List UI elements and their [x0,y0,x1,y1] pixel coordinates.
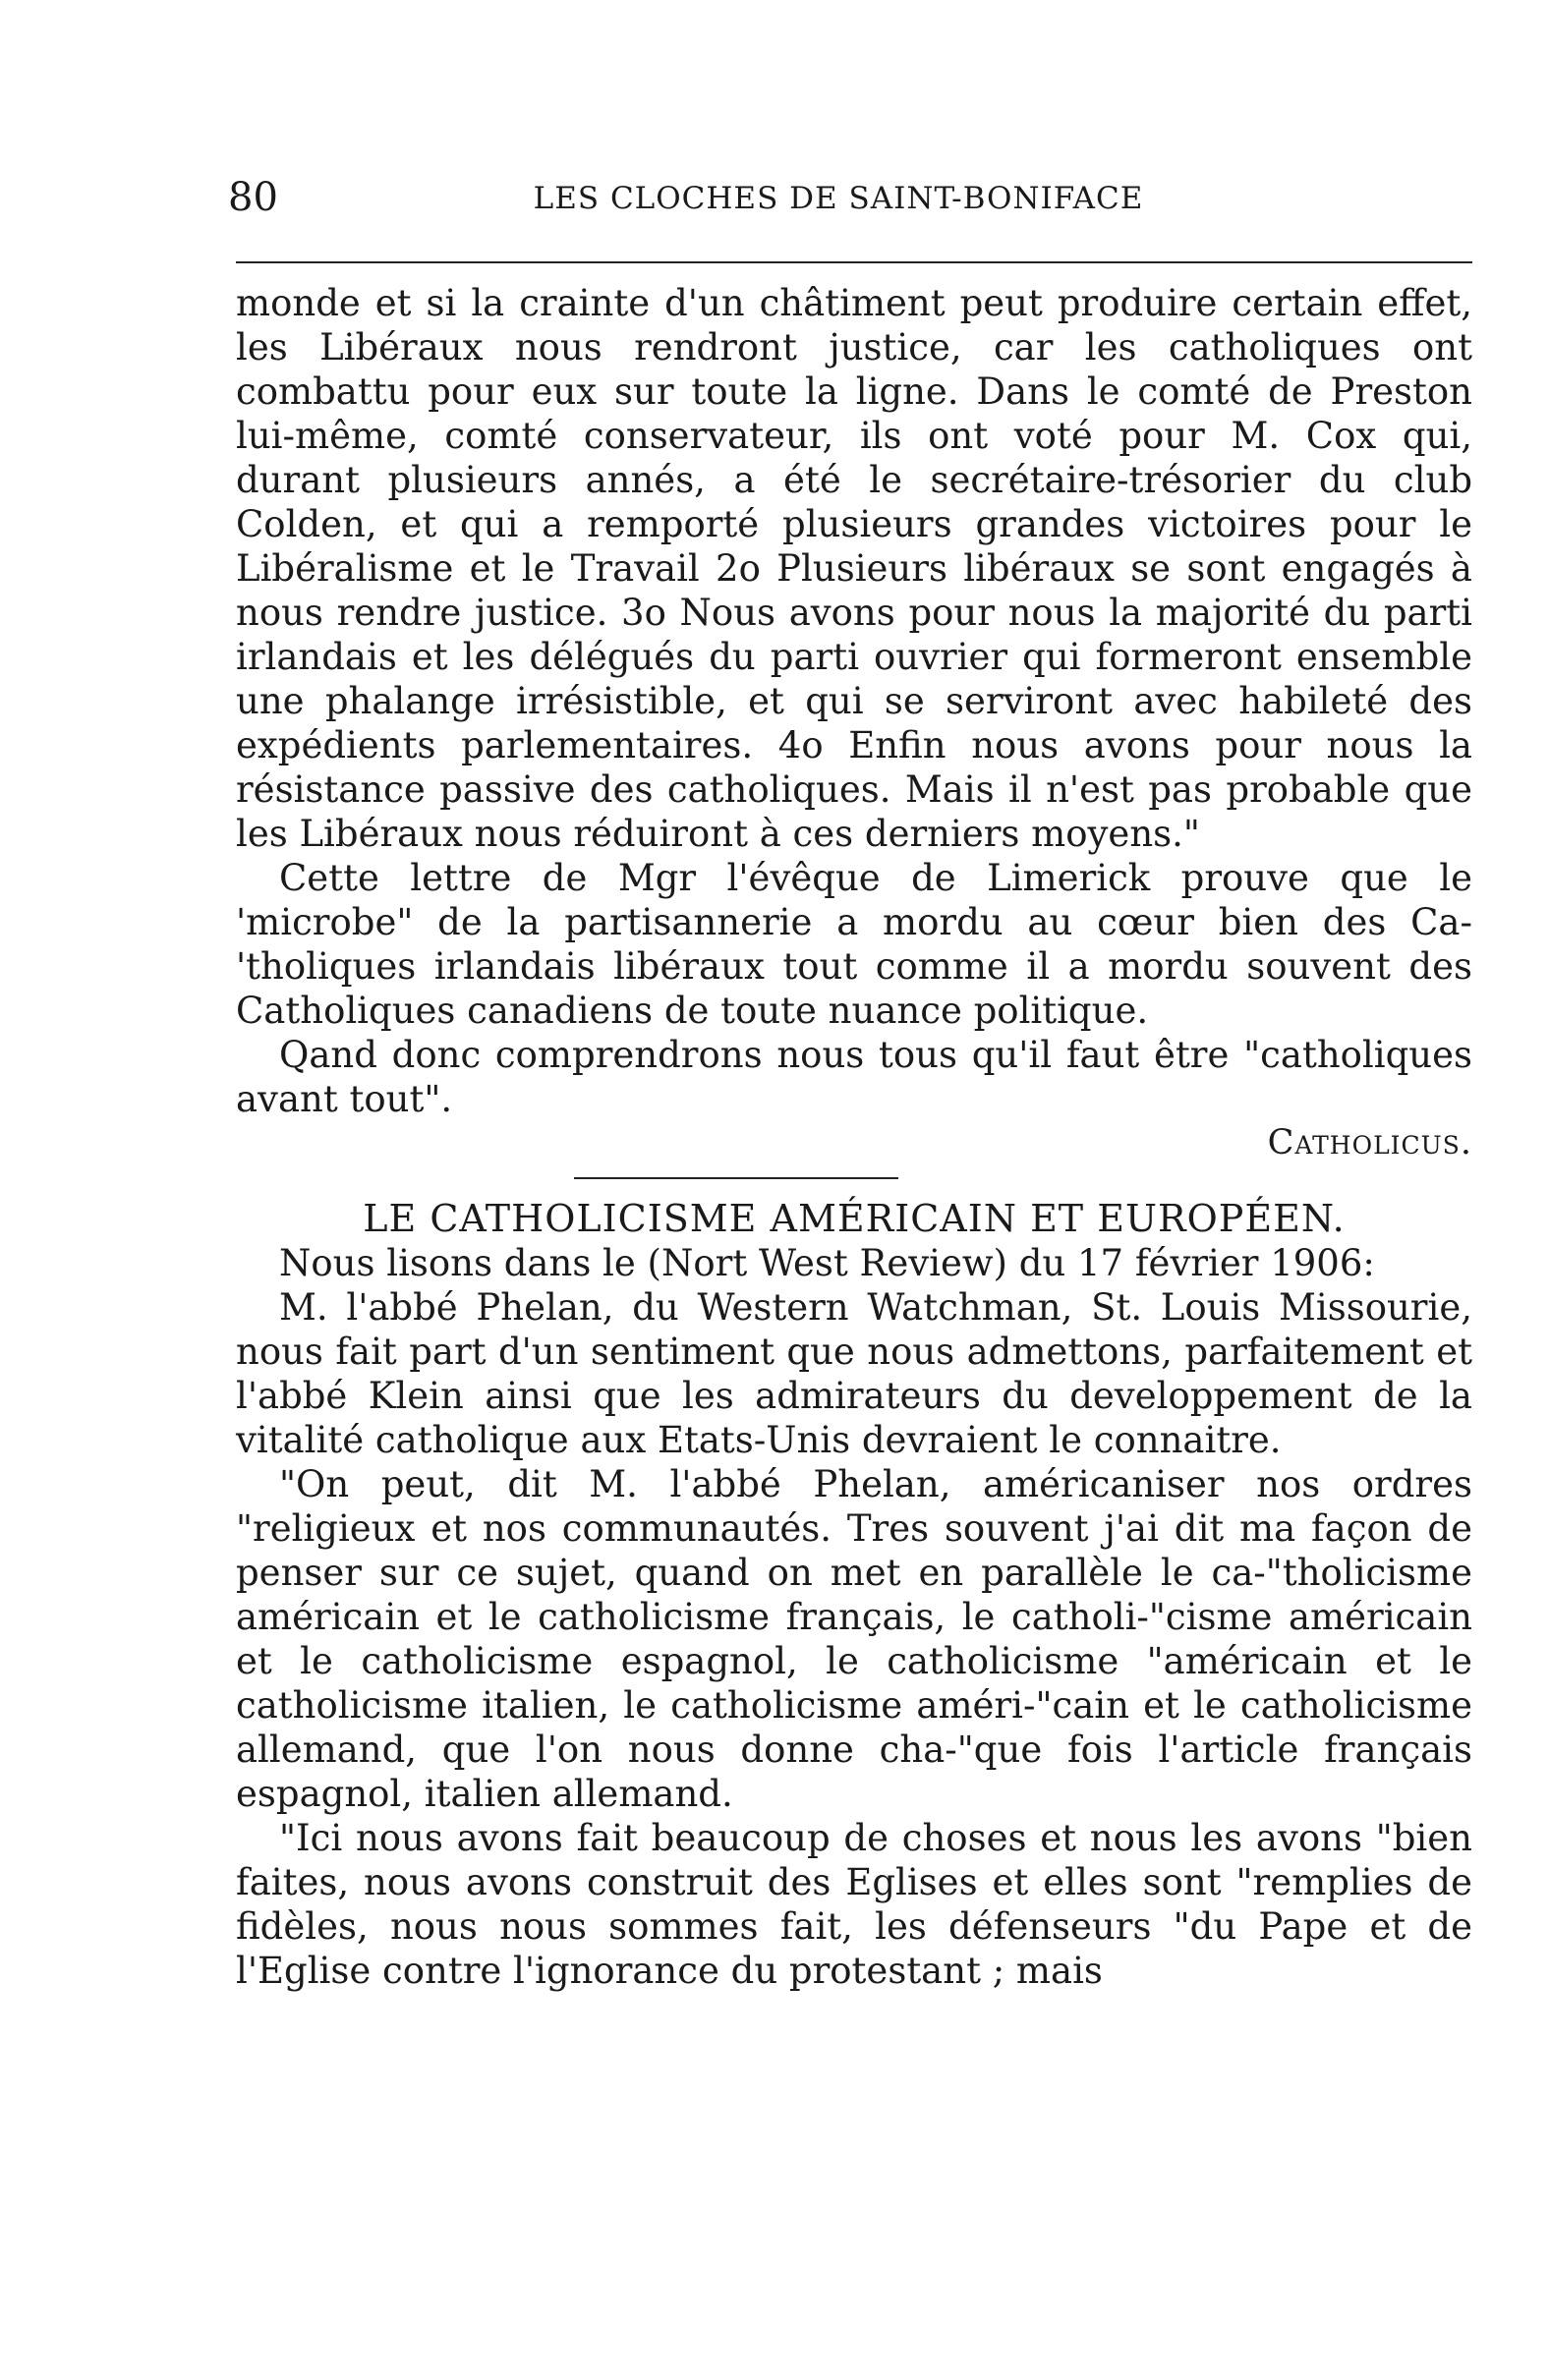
signature: Catholicus. [1267,1123,1472,1162]
body-text [236,281,1472,1993]
paragraph-quote-2: "Ici nous avons fait beaucoup de choses et nous les avons "bien faites, nous avons construit des Eglises et elles sont "remplies de fidèles, nous nous sommes fait, les défenseurs "du Pape et de l'Eglise contre l'ignorance du protestant ; mais [236,1817,1472,1992]
header-rule [236,261,1472,263]
section-divider [574,1177,898,1179]
paragraph-limerick: Cette lettre de Mgr l'évêque de Limerick prouve que le 'microbe" de la partisannerie a mordu au cœur bien des Ca-'tholiques irlandais libéraux tout comme il a mordu souvent des Catholiques canadiens de toute nuance politique. [236,857,1472,1032]
paragraph-conclusion: Qand donc comprendrons nous tous qu'il faut être "catholiques avant tout". [236,1034,1472,1120]
paragraph-phelan: M. l'abbé Phelan, du Western Watchman, St. Louis Missourie, nous fait part d'un sentiment que nous admettons, parfaitement et l'abbé Klein ainsi que les admirateurs du developpement de la vitalité catholique aux Etats-Unis devraient le connaitre. [236,1286,1472,1461]
running-head: LES CLOCHES DE SAINT-BONIFACE [533,181,1144,216]
paragraph-continuation: monde et si la crainte d'un châtiment peut produire certain effet, les Libéraux nous rendront justice, car les catholiques ont combattu pour eux sur toute la ligne. Dans le comté de Preston lui-même, comté conservateur, ils ont voté pour M. Cox qui, durant plusieurs annés, a été le secrétaire-trésorier du club Colden, et qui a remporté plusieurs grandes victoires pour le Libéralisme et le Travail 2o Plusieurs libéraux se sont engagés à nous rendre justice. 3o Nous avons pour nous la majorité du parti irlandais et les délégués du parti ouvrier qui formeront ensemble une phalange irrésistible, et qui se serviront avec habileté des expédients parlementaires. 4o Enfin nous avons pour nous la résistance passive des catholiques. Mais il n'est pas probable que les Libéraux nous réduiront à ces derniers moyens." [236,282,1472,855]
page-number: 80 [228,175,278,220]
section-title: LE CATHOLICISME AMÉRICAIN ET EUROPÉEN. [363,1197,1346,1240]
paragraph-source: Nous lisons dans le (Nort West Review) du 17 février 1906: [279,1242,1375,1284]
paragraph-quote-1: "On peut, dit M. l'abbé Phelan, américaniser nos ordres "religieux et nos communautés. Tres souvent j'ai dit ma façon de penser sur ce sujet, quand on met en parallèle le ca-"tholicisme américain et le catholicisme français, le catholi-"cisme américain et le catholicisme espagnol, le catholicisme "américain et le catholicisme italien, le catholicisme améri-"cain et le catholicisme allemand, que l'on nous donne cha-"que fois l'article français espagnol, italien allemand. [236,1463,1472,1815]
